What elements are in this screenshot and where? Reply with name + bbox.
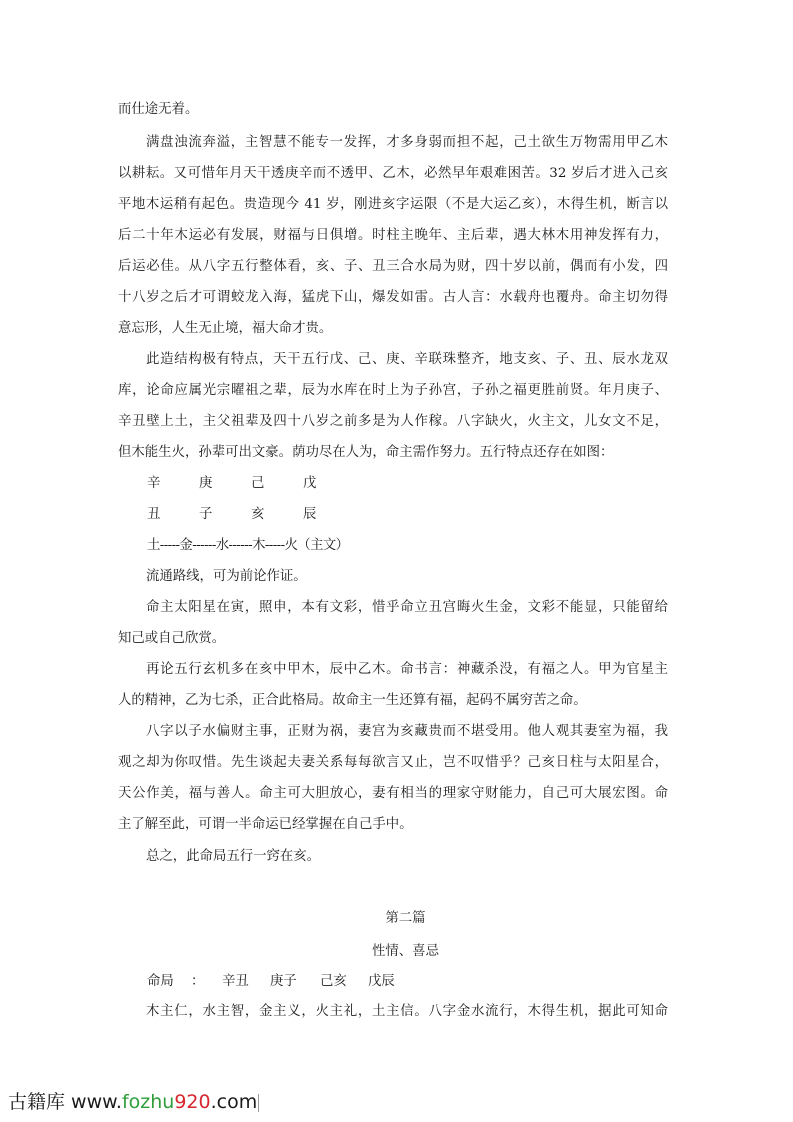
paragraph-line: 而仕途无着。 bbox=[118, 102, 199, 117]
stem-cell: 辛 bbox=[147, 476, 161, 491]
paragraph-line: 知己或自己欣赏。 bbox=[118, 631, 226, 646]
stem-cell: 庚 bbox=[199, 476, 213, 491]
paragraph-line: 命主太阳星在寅，照申，本有文彩，惜乎命立丑宫晦火生金，文彩不能显，只能留给 bbox=[146, 600, 668, 615]
pillar: 戊辰 bbox=[368, 974, 395, 989]
text-cursor-bar bbox=[258, 1094, 259, 1112]
pillar: 己亥 bbox=[320, 974, 347, 989]
paragraph-line: 后二十年木运必有发展，财福与日俱增。时柱主晚年、主后辈，遇大林木用神发挥有力， bbox=[118, 228, 668, 243]
watermark-green: fozhu bbox=[121, 1091, 175, 1113]
watermark-prefix: 古籍库 www. bbox=[8, 1091, 122, 1113]
paragraph-line: 木主仁，水主智，金主义，火主礼，土主信。八字金水流行，木得生机，据此可知命 bbox=[146, 1004, 668, 1019]
paragraph-line: 八字以子水偏财主事，正财为祸，妻宫为亥藏贵而不堪受用。他人观其妻室为福，我 bbox=[146, 724, 668, 739]
paragraph-line: 平地木运稍有起色。贵造现今 41 岁，刚进亥字运限（不是大运乙亥），木得生机，断言以 bbox=[118, 197, 668, 212]
chart-label: 命局 bbox=[147, 974, 174, 989]
paragraph-line: 观之却为你叹惜。先生谈起夫妻关系每每欲言又止，岂不叹惜乎？己亥日柱与太阳星合， bbox=[118, 755, 668, 770]
paragraph-line: 总之，此命局五行一窍在亥。 bbox=[146, 849, 321, 864]
watermark-red: 920 bbox=[174, 1091, 211, 1113]
pillar: 辛丑 bbox=[222, 974, 249, 989]
paragraph-line: 天公作美，福与善人。命主可大胆放心，妻有相当的理家守财能力，自己可大展宏图。命 bbox=[118, 786, 668, 801]
stem-cell: 戊 bbox=[303, 476, 317, 491]
paragraph-line: 但木能生火，孙辈可出文豪。荫功尽在人为，命主需作努力。五行特点还存在如图： bbox=[118, 445, 614, 460]
stem-cell: 己 bbox=[251, 476, 265, 491]
paragraph-line: 后运必佳。从八字五行整体看，亥、子、丑三合水局为财，四十岁以前，偶而有小发，四 bbox=[118, 259, 668, 274]
pillar: 庚子 bbox=[270, 974, 297, 989]
paragraph-line: 人的精神，乙为七杀，正合此格局。故命主一生还算有福，起码不属穷苦之命。 bbox=[118, 693, 587, 708]
section-title: 第二篇 bbox=[385, 911, 426, 926]
paragraph-line: 以耕耘。又可惜年月天干透庚辛而不透甲、乙木，必然早年艰难困苦。32 岁后才进入己亥 bbox=[118, 166, 668, 181]
branch-cell: 丑 bbox=[147, 507, 161, 522]
paragraph-line: 辛丑壁上土，主父祖辈及四十八岁之前多是为人作稼。八字缺火，火主文，儿女文不足， bbox=[118, 414, 668, 429]
paragraph-line: 再论五行玄机多在亥中甲木，辰中乙木。命书言：神藏杀没，有福之人。甲为官星主 bbox=[146, 662, 668, 677]
chart-colon: ： bbox=[191, 974, 205, 989]
paragraph-line: 主了解至此，可谓一半命运已经掌握在自己手中。 bbox=[118, 817, 413, 832]
five-elements-flow: 土-----金------水------木-----火（主文） bbox=[147, 538, 349, 553]
paragraph-line: 流通路线，可为前论作证。 bbox=[146, 569, 307, 584]
paragraph-line: 意忘形，人生无止境，福大命才贵。 bbox=[118, 321, 333, 336]
paragraph-line: 此造结构极有特点，天干五行戊、己、庚、辛联珠整齐，地支亥、子、丑、辰水龙双 bbox=[146, 352, 668, 367]
section-subtitle: 性情、喜忌 bbox=[372, 944, 439, 959]
branch-cell: 子 bbox=[199, 507, 213, 522]
branch-cell: 亥 bbox=[251, 507, 265, 522]
paragraph-line: 十八岁之后才可谓蛟龙入海，猛虎下山，爆发如雷。古人言：水载舟也覆舟。命主切勿得 bbox=[118, 290, 668, 305]
paragraph-line: 库，论命应属光宗曜祖之辈，辰为水库在时上为子孙宫，子孙之福更胜前贤。年月庚子、 bbox=[118, 383, 668, 398]
watermark-suffix: .com bbox=[210, 1091, 258, 1113]
site-watermark bbox=[8, 1089, 259, 1115]
paragraph-line: 满盘浊流奔溢，主智慧不能专一发挥，才多身弱而担不起，己土欲生万物需用甲乙木 bbox=[146, 135, 668, 150]
branch-cell: 辰 bbox=[303, 507, 317, 522]
